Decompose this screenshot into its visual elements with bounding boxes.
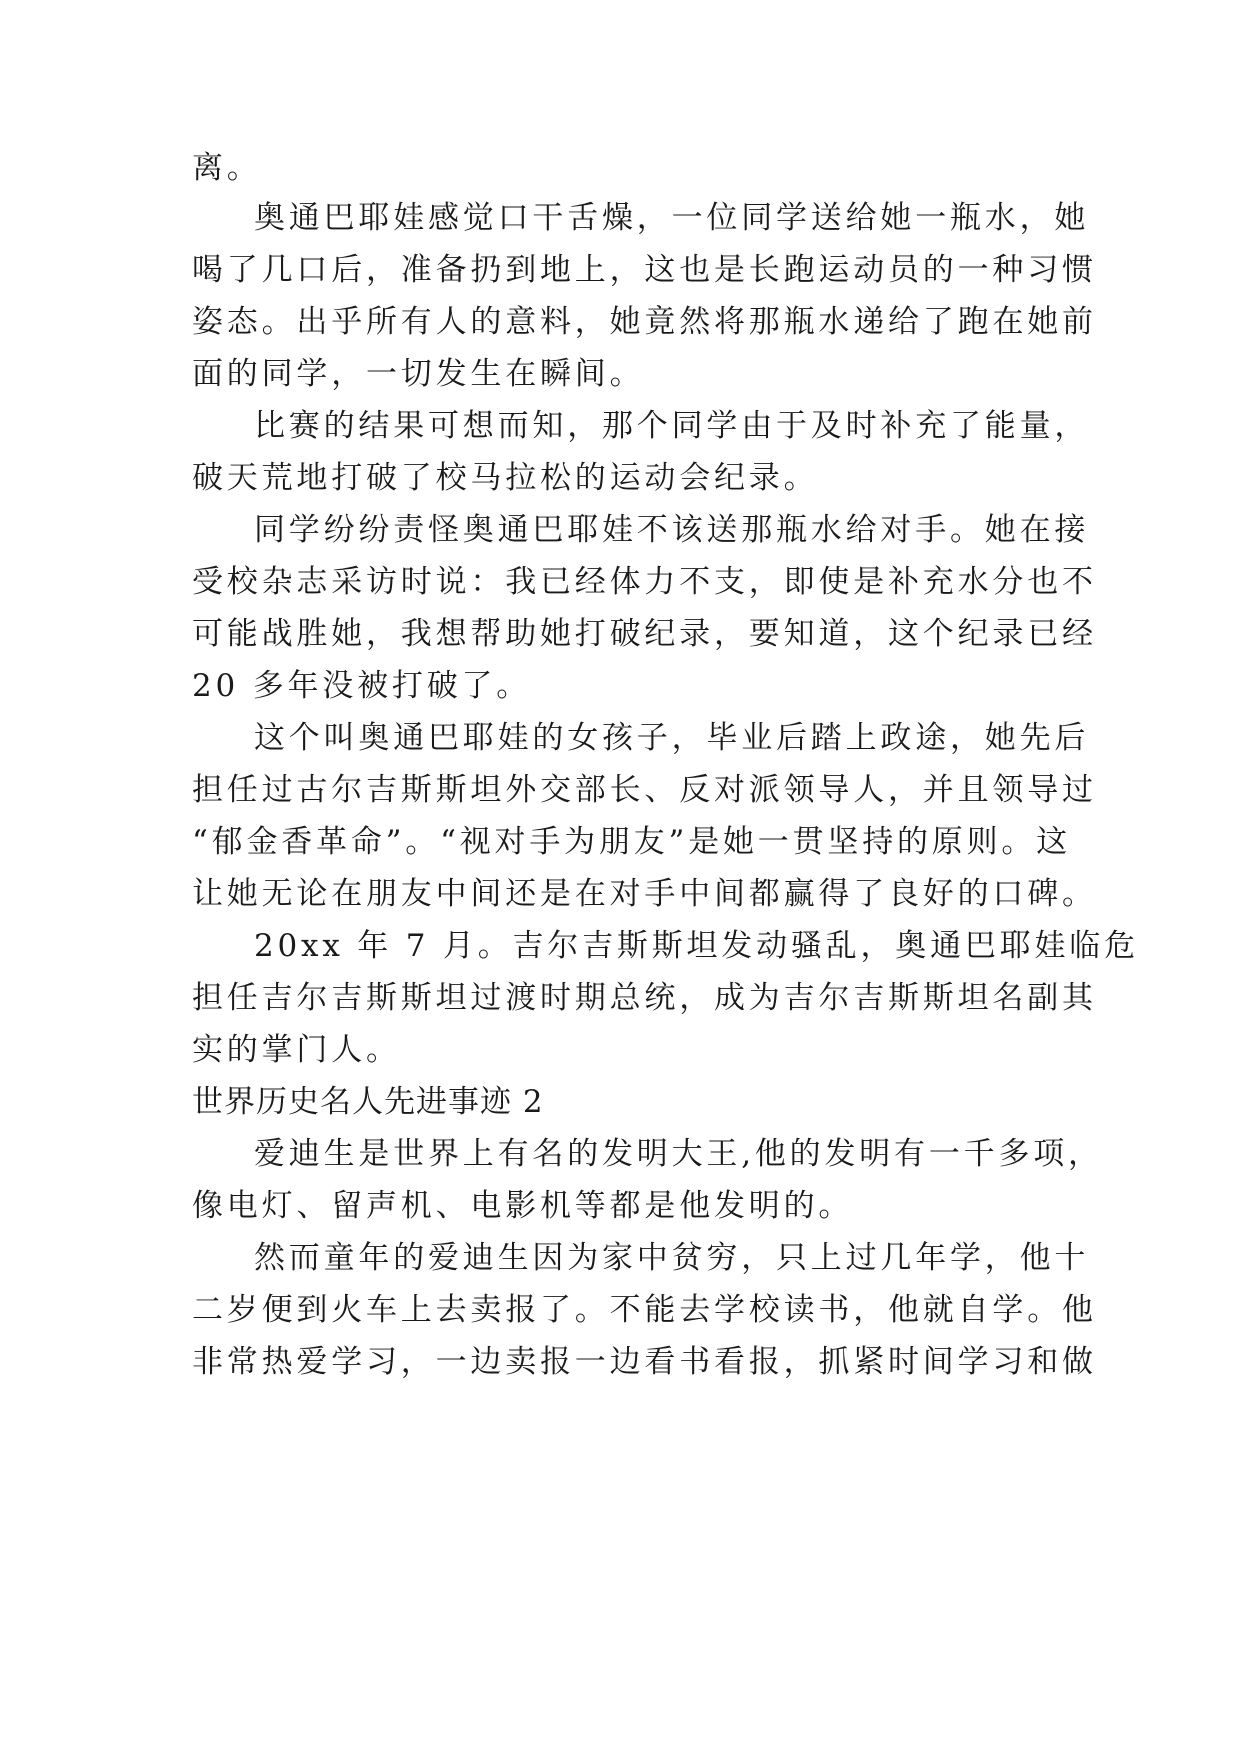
- text-line: 实的掌门人。: [192, 1032, 401, 1068]
- text-line: “郁金香革命”。“视对手为朋友”是她一贯坚持的原则。这: [192, 824, 1071, 860]
- paragraph-start-line: 20xx 年 7 月。吉尔吉斯斯坦发动骚乱，奥通巴耶娃临危: [254, 928, 1139, 964]
- text-line: 面的同学，一切发生在瞬间。: [192, 356, 645, 392]
- text-line: 担任吉尔吉斯斯坦过渡时期总统，成为吉尔吉斯斯坦名副其: [192, 980, 1097, 1016]
- text-line: 姿态。出乎所有人的意料，她竟然将那瓶水递给了跑在她前: [192, 304, 1097, 340]
- paragraph-start-line: 同学纷纷责怪奥通巴耶娃不该送那瓶水给对手。她在接: [254, 512, 1090, 548]
- paragraph-start-line: 奥通巴耶娃感觉口干舌燥，一位同学送给她一瓶水，她: [254, 200, 1090, 236]
- text-line: 20 多年没被打破了。: [192, 668, 532, 704]
- text-line: 受校杂志采访时说：我已经体力不支，即使是补充水分也不: [192, 564, 1097, 600]
- text-line: 非常热爱学习，一边卖报一边看书看报，抓紧时间学习和做: [192, 1344, 1097, 1380]
- text-line: 担任过古尔吉斯斯坦外交部长、反对派领导人，并且领导过: [192, 772, 1097, 808]
- text-line: 喝了几口后，准备扔到地上，这也是长跑运动员的一种习惯: [192, 252, 1097, 288]
- section-heading: 世界历史名人先进事迹 2: [192, 1084, 544, 1120]
- paragraph-start-line: 爱迪生是世界上有名的发明大王,他的发明有一千多项，: [254, 1136, 1103, 1172]
- paragraph-start-line: 比赛的结果可想而知，那个同学由于及时补充了能量，: [254, 408, 1090, 444]
- paragraph-start-line: 这个叫奥通巴耶娃的女孩子，毕业后踏上政途，她先后: [254, 720, 1090, 756]
- text-line: 像电灯、留声机、电影机等都是他发明的。: [192, 1188, 854, 1224]
- text-line: 破天荒地打破了校马拉松的运动会纪录。: [192, 460, 819, 496]
- paragraph-start-line: 然而童年的爱迪生因为家中贫穷，只上过几年学，他十: [254, 1240, 1090, 1276]
- text-line: 二岁便到火车上去卖报了。不能去学校读书，他就自学。他: [192, 1292, 1097, 1328]
- text-line: 离。: [192, 150, 262, 186]
- text-line: 可能战胜她，我想帮助她打破纪录，要知道，这个纪录已经: [192, 616, 1097, 652]
- text-line: 让她无论在朋友中间还是在对手中间都赢得了良好的口碑。: [192, 876, 1097, 912]
